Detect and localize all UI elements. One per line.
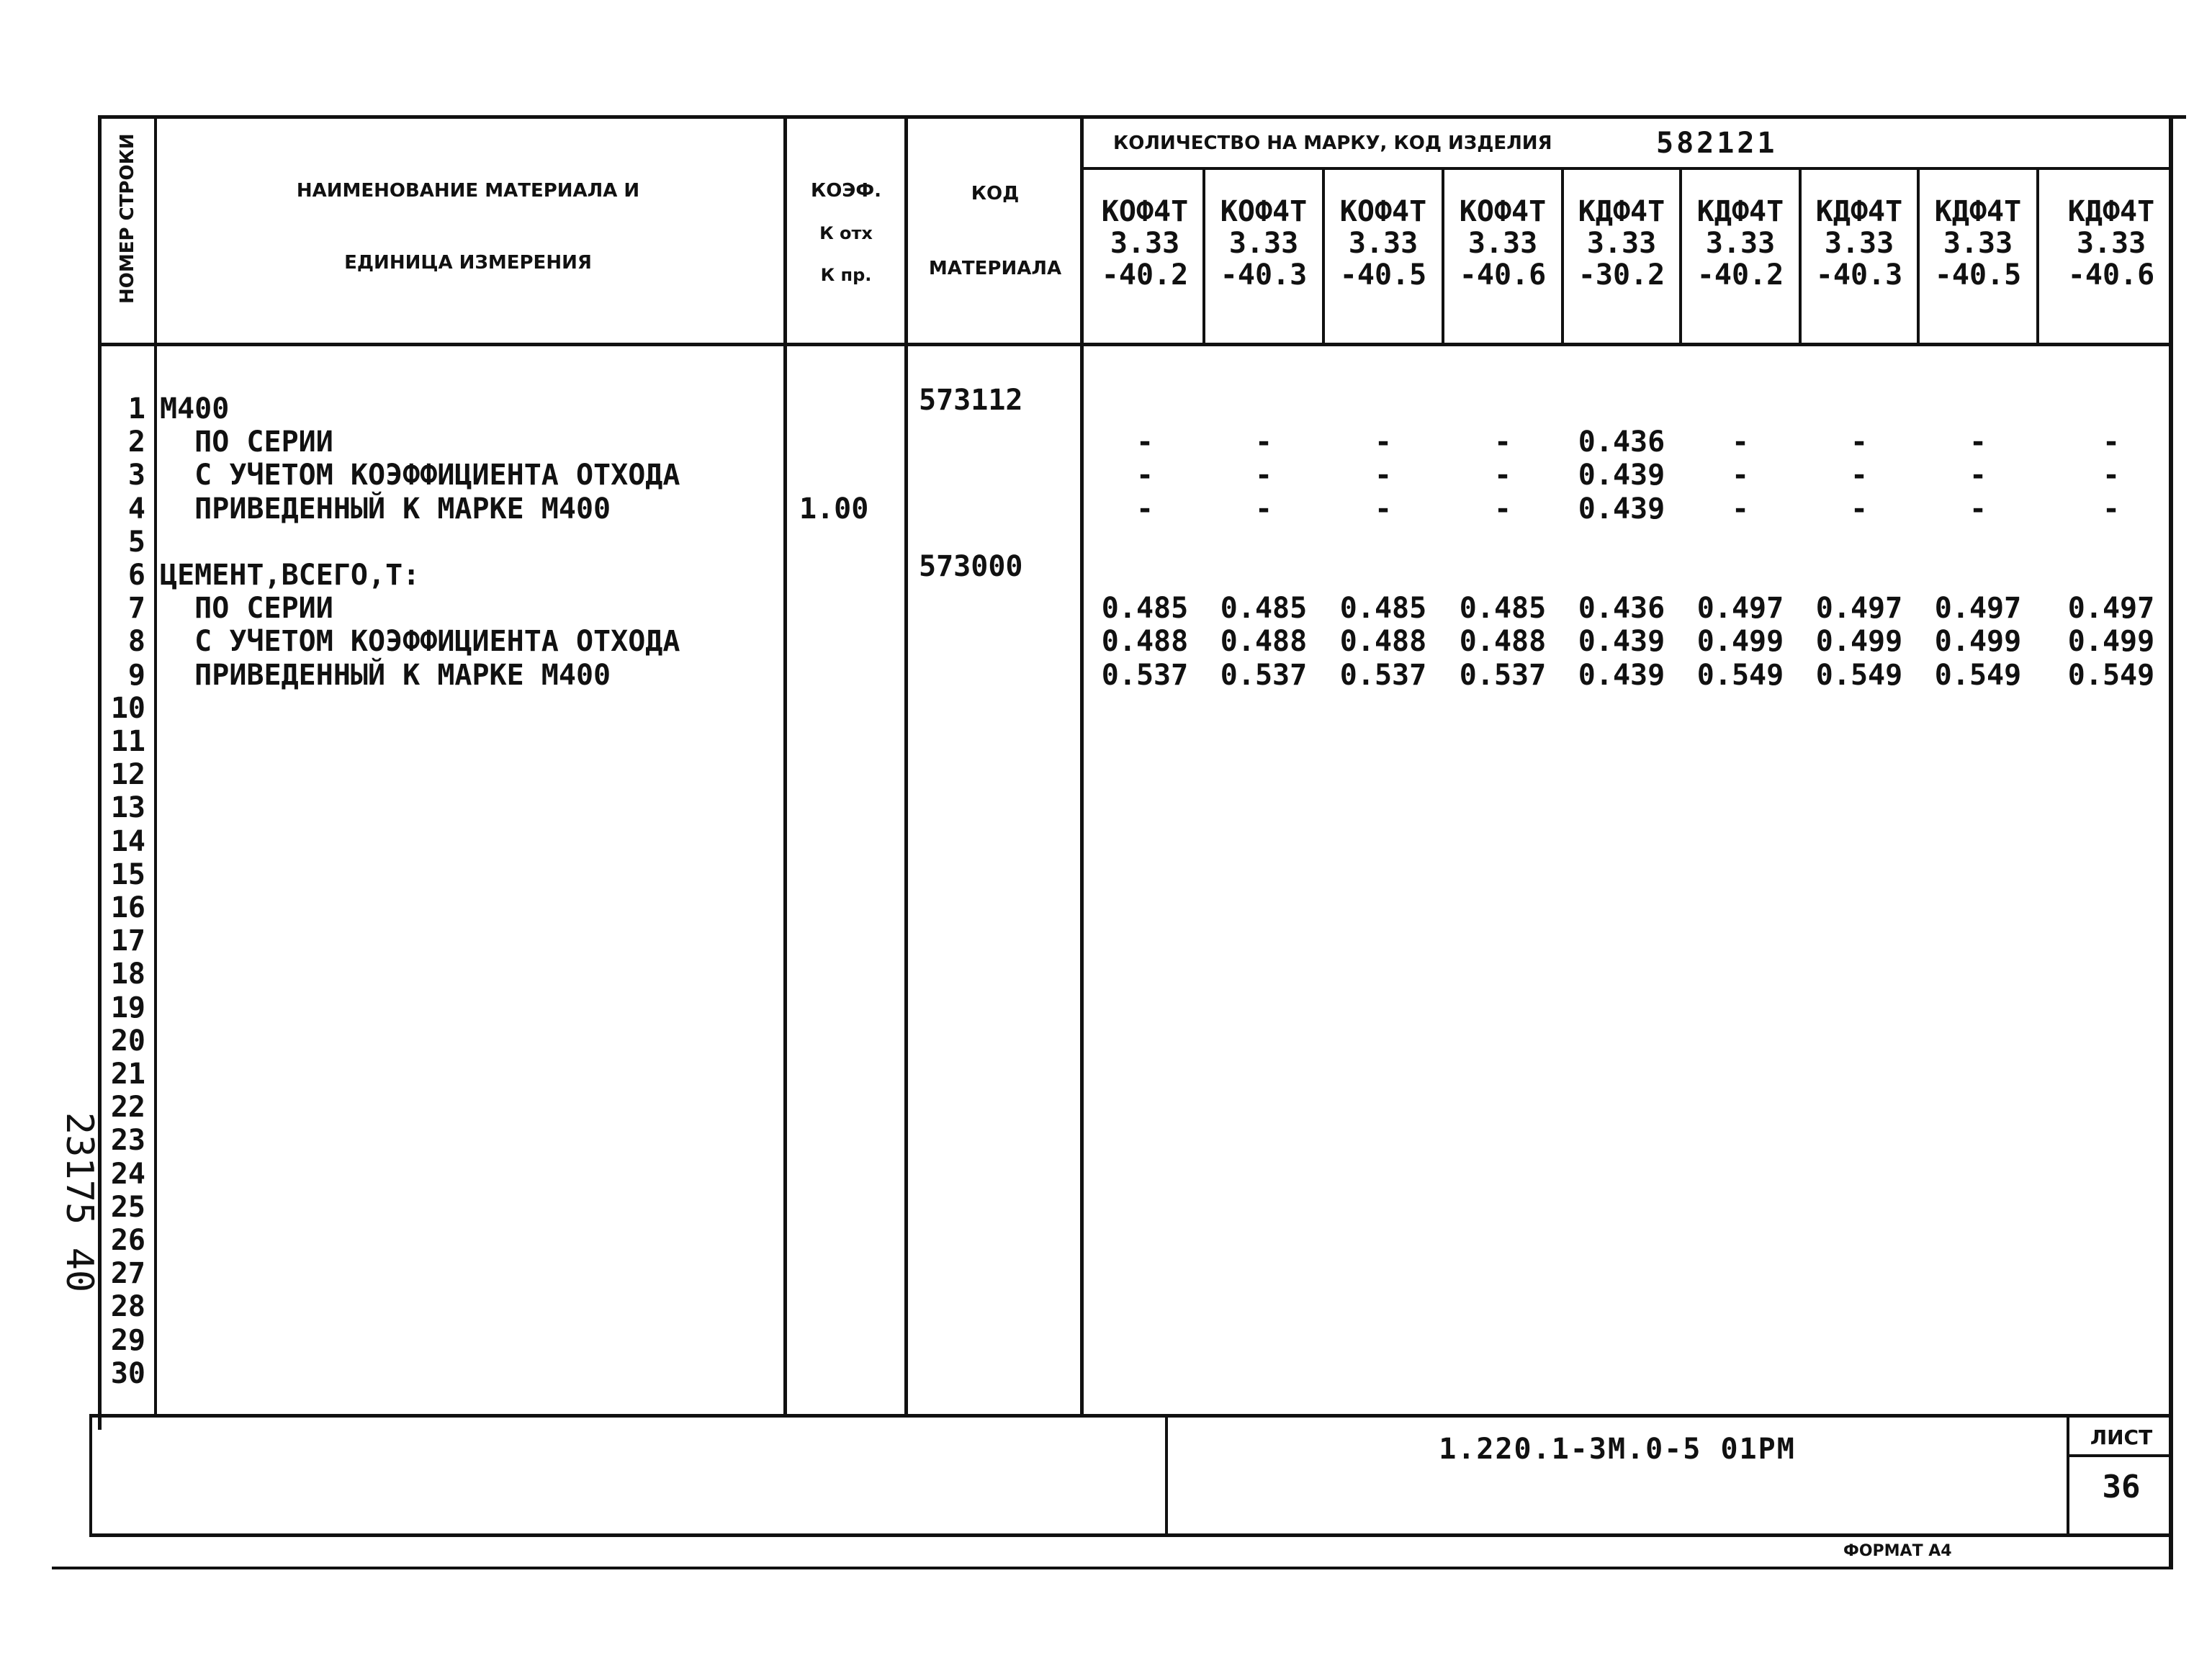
row-material-code: 573000 (919, 550, 1023, 583)
row-number: 24 (110, 1157, 145, 1191)
row-number: 9 (127, 658, 145, 692)
value-cell: - (2102, 425, 2121, 459)
col-head-6: КДФ4Т 3.33 -40.2 (1696, 195, 1784, 292)
row-coef: 1.00 (799, 492, 869, 526)
value-cell: - (1374, 459, 1393, 492)
row-number: 13 (110, 791, 145, 825)
col-sep-rownum (154, 115, 157, 1415)
value-cell: - (1493, 492, 1512, 526)
coef-header-1: КОЭФ. (810, 180, 882, 202)
value-cell: 0.537 (1220, 658, 1308, 692)
value-cell: - (1493, 425, 1512, 459)
value-cell: 0.549 (1815, 658, 1903, 692)
qty-header-line (1080, 167, 2173, 170)
value-cell: 0.439 (1578, 459, 1665, 492)
material-name-header-2: ЕДИНИЦА ИЗМЕРЕНИЯ (344, 252, 592, 274)
value-cell: 0.537 (1459, 658, 1547, 692)
value-cell: - (1136, 492, 1154, 526)
value-cell: 0.488 (1101, 625, 1189, 659)
value-cell: 0.488 (1339, 625, 1427, 659)
product-code: 582121 (1656, 127, 1778, 160)
frame-right-line (2169, 115, 2173, 1569)
row-label: ПО СЕРИИ (160, 592, 333, 626)
value-cell: - (1850, 459, 1869, 492)
footer-left-line (89, 1414, 92, 1536)
value-cell: 0.549 (1934, 658, 2022, 692)
row-number-header: НОМЕР СТРОКИ (117, 133, 138, 304)
material-name-header-1: НАИМЕНОВАНИЕ МАТЕРИАЛА И (296, 180, 640, 202)
row-number: 23 (110, 1124, 145, 1158)
value-cell: - (1850, 492, 1869, 526)
page-bottom-line (52, 1567, 2173, 1569)
col-head-1: КОФ4Т 3.33 -40.2 (1101, 195, 1189, 292)
header-bottom-line (98, 343, 2173, 346)
value-cell: - (1136, 425, 1154, 459)
qty-sep-2 (1322, 168, 1325, 344)
col-head-9: КДФ4Т 3.33 -40.6 (2067, 195, 2155, 292)
value-cell: - (1731, 459, 1750, 492)
col-sep-name (783, 115, 787, 1415)
col-sep-coef (904, 115, 908, 1415)
row-number: 1 (127, 392, 145, 425)
row-number: 21 (110, 1058, 145, 1091)
qty-sep-7 (1917, 168, 1920, 344)
row-number: 11 (110, 725, 145, 758)
row-number: 5 (127, 525, 145, 559)
row-label: ПРИВЕДЕННЫЙ К МАРКЕ М400 (160, 492, 611, 526)
value-cell: - (1850, 425, 1869, 459)
qty-sep-8 (2036, 168, 2039, 344)
row-label: ЦЕМЕНТ,ВСЕГО,Т: (160, 559, 421, 592)
col-head-4: КОФ4Т 3.33 -40.6 (1459, 195, 1547, 292)
col-head-3: КОФ4Т 3.33 -40.5 (1339, 195, 1427, 292)
document-code: 1.220.1-3М.0-5 01РМ (1439, 1433, 1796, 1466)
code-header-2: МАТЕРИАЛА (928, 258, 1062, 279)
body-bottom-line (89, 1414, 2173, 1418)
row-number: 8 (127, 625, 145, 659)
col-head-5: КДФ4Т 3.33 -30.2 (1578, 195, 1665, 292)
value-cell: 0.549 (2067, 658, 2155, 692)
value-cell: - (1731, 425, 1750, 459)
row-number: 14 (110, 824, 145, 858)
value-cell: - (1374, 425, 1393, 459)
value-cell: - (1493, 459, 1512, 492)
row-number: 6 (127, 559, 145, 592)
value-cell: - (1969, 492, 1987, 526)
value-cell: 0.488 (1220, 625, 1308, 659)
value-cell: 0.485 (1220, 592, 1308, 626)
value-cell: 0.485 (1339, 592, 1427, 626)
value-cell: - (1254, 492, 1273, 526)
value-cell: - (1254, 459, 1273, 492)
value-cell: 0.537 (1101, 658, 1189, 692)
coef-header-2: К отх (819, 223, 873, 243)
row-number: 10 (110, 691, 145, 725)
value-cell: 0.488 (1459, 625, 1547, 659)
value-cell: - (2102, 492, 2121, 526)
value-cell: 0.439 (1578, 658, 1665, 692)
sheet-number: 36 (2102, 1469, 2141, 1505)
value-cell: 0.485 (1459, 592, 1547, 626)
row-number: 27 (110, 1257, 145, 1291)
value-cell: 0.439 (1578, 492, 1665, 526)
value-cell: - (1136, 459, 1154, 492)
side-stamp: 23175 40 (58, 1112, 101, 1293)
row-number: 12 (110, 758, 145, 792)
value-cell: - (1374, 492, 1393, 526)
row-number: 3 (127, 459, 145, 492)
value-cell: - (1731, 492, 1750, 526)
row-number: 29 (110, 1323, 145, 1357)
col-head-8: КДФ4Т 3.33 -40.5 (1934, 195, 2022, 292)
row-number: 25 (110, 1190, 145, 1224)
col-head-7: КДФ4Т 3.33 -40.3 (1815, 195, 1903, 292)
qty-sep-5 (1679, 168, 1682, 344)
row-label: С УЧЕТОМ КОЭФФИЦИЕНТА ОТХОДА (160, 625, 680, 659)
format-label: ФОРМАТ А4 (1843, 1542, 1952, 1560)
row-number: 16 (110, 891, 145, 924)
row-label: ПО СЕРИИ (160, 425, 333, 459)
value-cell: 0.537 (1339, 658, 1427, 692)
value-cell: 0.499 (2067, 625, 2155, 659)
qty-sep-1 (1202, 168, 1205, 344)
row-number: 28 (110, 1290, 145, 1324)
row-number: 18 (110, 958, 145, 991)
row-number: 19 (110, 991, 145, 1024)
value-cell: 0.439 (1578, 625, 1665, 659)
value-cell: - (1254, 425, 1273, 459)
value-cell: 0.499 (1696, 625, 1784, 659)
row-number: 17 (110, 924, 145, 958)
value-cell: 0.497 (2067, 592, 2155, 626)
row-label: ПРИВЕДЕННЫЙ К МАРКЕ М400 (160, 658, 611, 692)
value-cell: 0.436 (1578, 592, 1665, 626)
value-cell: - (1969, 459, 1987, 492)
value-cell: 0.497 (1934, 592, 2022, 626)
qty-sep-3 (1442, 168, 1444, 344)
value-cell: 0.499 (1815, 625, 1903, 659)
row-material-code: 573112 (919, 384, 1023, 417)
col-sep-code (1080, 115, 1084, 1415)
row-number: 22 (110, 1091, 145, 1125)
quantity-header: КОЛИЧЕСТВО НА МАРКУ, КОД ИЗДЕЛИЯ (1113, 132, 1552, 154)
row-number: 4 (127, 492, 145, 526)
row-number: 30 (110, 1356, 145, 1390)
col-head-2: КОФ4Т 3.33 -40.3 (1220, 195, 1308, 292)
footer-sheet-mid (2067, 1454, 2173, 1457)
value-cell: 0.497 (1696, 592, 1784, 626)
row-label: М400 (160, 392, 230, 425)
value-cell: 0.497 (1815, 592, 1903, 626)
row-number: 26 (110, 1224, 145, 1257)
frame-top-line (98, 115, 2186, 119)
value-cell: 0.499 (1934, 625, 2022, 659)
value-cell: 0.485 (1101, 592, 1189, 626)
value-cell: - (2102, 459, 2121, 492)
value-cell: - (1969, 425, 1987, 459)
value-cell: 0.436 (1578, 425, 1665, 459)
row-number: 15 (110, 857, 145, 891)
row-number: 20 (110, 1024, 145, 1058)
sheet-label: ЛИСТ (2090, 1425, 2153, 1449)
coef-header-3: К пр. (820, 265, 872, 285)
footer-bottom-line (89, 1533, 2173, 1537)
row-number: 2 (127, 425, 145, 459)
value-cell: 0.549 (1696, 658, 1784, 692)
row-number: 7 (127, 592, 145, 626)
code-header-1: КОД (971, 183, 1020, 204)
row-label: С УЧЕТОМ КОЭФФИЦИЕНТА ОТХОДА (160, 459, 680, 492)
